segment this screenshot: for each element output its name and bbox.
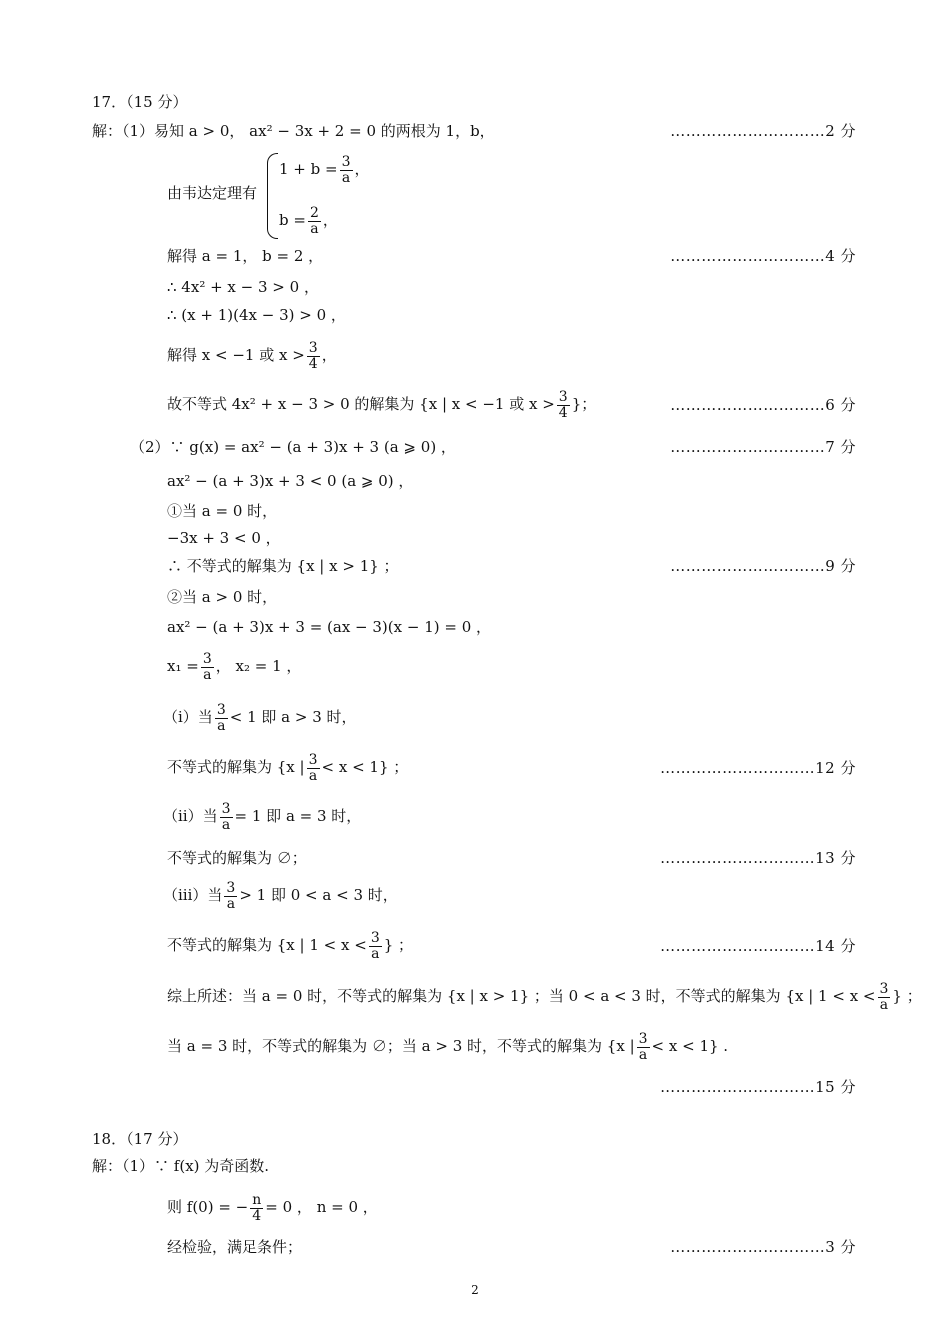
q17-line: ax² − (a + 3)x + 3 = (ax − 3)(x − 1) = 0 ， [167,618,492,636]
q18-line: 解：（1）∵ f(x) 为奇函数. [92,1157,270,1175]
q17-case-line: （ⅲ）当 $\frac{3}{a}$ > 1 即 0 < a < 3 时， [163,879,398,912]
page-number: 2 [471,1283,479,1297]
q17-case-line: 不等式的解集为 {x | $\frac{3}{a}$ < x < 1} ； [167,751,409,784]
q17-case-line: （ⅰ）当 $\frac{3}{a}$ < 1 即 a > 3 时， [163,701,357,734]
q18-line: 经检验，满足条件； [167,1238,303,1256]
q17-line: 解得 x < −1 或 x > $\frac{3}{4}$ ， [167,339,337,372]
score-marker: …………………………3 分 [670,1238,856,1256]
score-marker: …………………………12 分 [660,759,856,777]
q17-line: （2）∵ g(x) = ax² − (a + 3)x + 3 (a ⩾ 0) ， [130,438,456,456]
q17-line: 解得 a = 1， b = 2 ， [167,247,324,265]
q17-case-line: 不等式的解集为 ∅； [167,849,307,867]
q17-line: 故不等式 4x² + x − 3 > 0 的解集为 {x | x < −1 或 x > $\frac{3}{4}$ }； [167,388,597,421]
score-marker: …………………………4 分 [670,247,856,265]
system-brace [267,153,278,239]
q17-vieta-label: 由韦达定理有 [167,184,258,202]
score-marker: …………………………6 分 [670,396,856,414]
q17-line: ①当 a = 0 时， [167,502,278,520]
q18-header: 18．（17 分） [92,1130,188,1148]
q17-line: 解：（1）易知 a > 0， ax² − 3x + 2 = 0 的两根为 1，b， [92,122,495,140]
q17-line: ∴ (x + 1)(4x − 3) > 0 ， [167,306,346,324]
score-marker: …………………………15 分 [660,1078,856,1096]
score-marker: …………………………2 分 [670,122,856,140]
q17-line: x₁ = $\frac{3}{a}$ ， x₂ = 1 ， [167,650,302,683]
q17-line: ②当 a > 0 时， [167,588,278,606]
q17-line: ∴ 不等式的解集为 {x | x > 1} ； [167,557,399,575]
q17-summary: 当 a = 3 时，不等式的解集为 ∅；当 a > 3 时，不等式的解集为 {x | $\frac{3}{a}$ < x < 1} . [167,1030,729,1063]
q17-vieta-eq2: b = $\frac{2}{a}$ ， [279,204,338,237]
q17-case-line: （ⅱ）当 $\frac{3}{a}$ = 1 即 a = 3 时， [163,800,362,833]
score-marker: …………………………14 分 [660,937,856,955]
q17-vieta-eq1: 1 + b = $\frac{3}{a}$ ， [279,153,370,186]
q17-line: −3x + 3 < 0 ， [167,529,281,547]
score-marker: …………………………9 分 [670,557,856,575]
q17-line: ∴ 4x² + x − 3 > 0 ， [167,278,319,296]
q17-header: 17．（15 分） [92,93,188,111]
q17-line: ax² − (a + 3)x + 3 < 0 (a ⩾ 0) ， [167,472,414,490]
score-marker: …………………………7 分 [670,438,856,456]
q17-summary: 综上所述：当 a = 0 时，不等式的解集为 {x | x > 1} ；当 0 < a < 3 时，不等式的解集为 {x | 1 < x < $\frac{3}{a}$ } ； [167,980,922,1013]
score-marker: …………………………13 分 [660,849,856,867]
q17-case-line: 不等式的解集为 {x | 1 < x < $\frac{3}{a}$ } ； [167,929,414,962]
q18-line: 则 f(0) = − $\frac{n}{4}$ = 0 ， n = 0 ， [167,1191,378,1224]
